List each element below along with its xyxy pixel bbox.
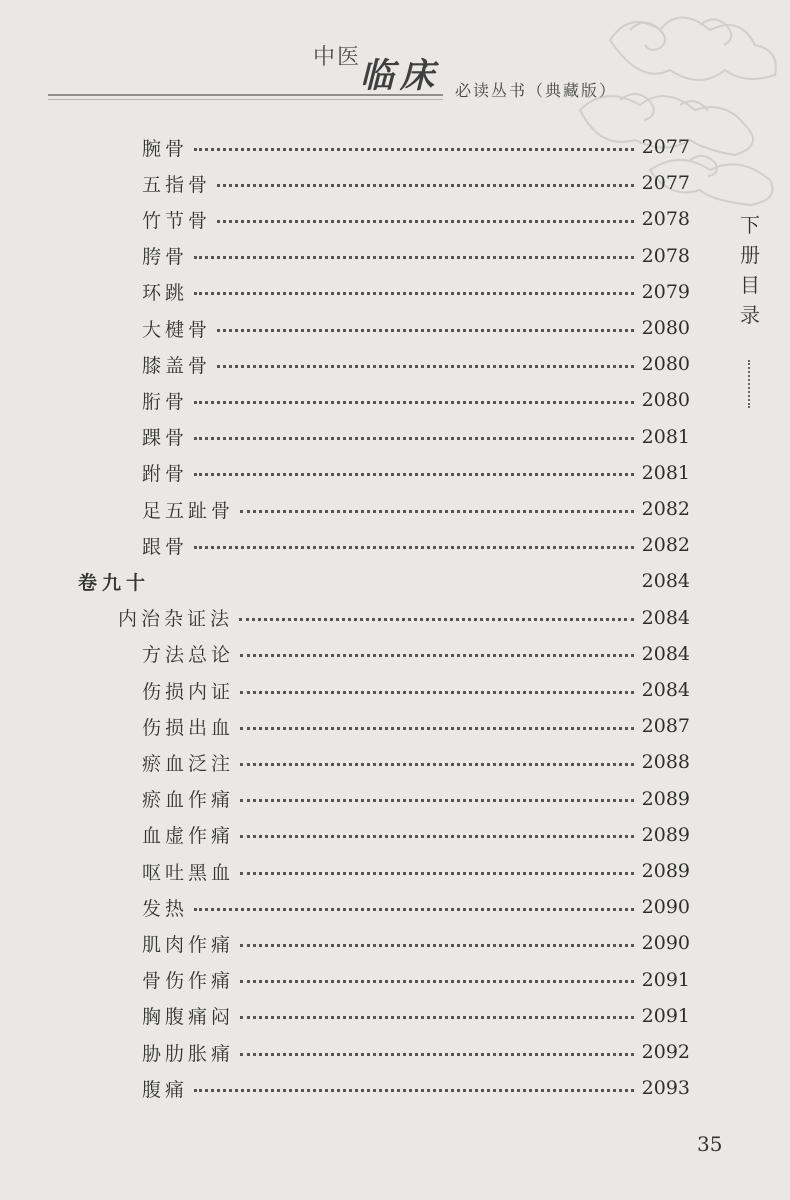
toc-entry-title: 发热: [142, 897, 189, 920]
toc-dot-leader: [194, 908, 634, 911]
toc-entry-title: 胸腹痛闷: [142, 1006, 235, 1029]
toc-entry-title: 骨伤作痛: [142, 970, 235, 993]
toc-dot-leader: [240, 691, 634, 694]
toc-entry-page: 2093: [641, 1077, 690, 1100]
toc-entry-page: 2089: [641, 823, 690, 846]
toc-entry[interactable]: [142, 925, 690, 961]
toc-entry-page: 2081: [641, 425, 690, 448]
toc-entry-title: 膝盖骨: [142, 354, 212, 377]
toc-entry-title: 伤损内证: [142, 680, 235, 703]
toc-dot-leader: [240, 944, 634, 947]
toc-entry-title: 伤损出血: [142, 716, 235, 739]
toc-entry-page: 2077: [641, 172, 690, 195]
toc-entry[interactable]: [142, 419, 690, 455]
toc-entry-page: 2089: [641, 860, 690, 882]
toc-dot-leader: [194, 473, 634, 476]
toc-entry[interactable]: [142, 636, 690, 672]
toc-entry-title: 足五趾骨: [142, 499, 235, 522]
toc-entry-title: 胯骨: [142, 246, 189, 269]
toc-entry[interactable]: [142, 238, 690, 274]
toc-entry-page: 2084: [641, 606, 690, 629]
toc-dot-leader: [194, 401, 634, 404]
side-section-label: [735, 210, 765, 330]
toc-entry-page: 2091: [641, 968, 690, 991]
toc-dot-leader: [240, 1016, 634, 1019]
toc-entry-title: 卷九十: [78, 571, 151, 594]
side-dotted-rule: [748, 360, 750, 408]
toc-entry[interactable]: [142, 310, 690, 346]
header-rule-thin: [48, 99, 443, 100]
toc-entry[interactable]: [142, 165, 690, 201]
toc-entry[interactable]: [142, 708, 690, 744]
toc-entry-page: 2084: [641, 679, 690, 701]
toc-entry[interactable]: [142, 527, 690, 563]
toc-entry-title: 腹痛: [142, 1078, 189, 1101]
toc-entry[interactable]: [142, 382, 690, 418]
toc-entry-title: 肌肉作痛: [142, 933, 235, 956]
side-label-char: 下: [740, 213, 760, 237]
toc-dot-leader: [239, 618, 634, 621]
running-header: [0, 0, 790, 110]
toc-dot-leader: [240, 799, 634, 802]
toc-entry-page: 2082: [641, 498, 690, 520]
toc-dot-leader: [240, 1053, 634, 1056]
header-series-title: 必读丛书（典藏版）: [455, 81, 618, 100]
toc-dot-leader: [240, 763, 634, 766]
toc-dot-leader: [240, 510, 634, 513]
toc-dot-leader: [217, 220, 634, 223]
toc-dot-leader: [194, 546, 634, 549]
toc-entry[interactable]: [142, 491, 690, 527]
side-label-char: 册: [740, 243, 760, 267]
toc-dot-leader: [240, 872, 634, 875]
toc-dot-leader: [240, 835, 634, 838]
toc-entry[interactable]: [142, 817, 690, 853]
toc-entry[interactable]: [142, 274, 690, 310]
toc-dot-leader: [217, 365, 634, 368]
toc-entry-title: 五指骨: [142, 173, 212, 196]
toc-entry[interactable]: [142, 744, 690, 780]
side-label-char: 录: [740, 303, 760, 327]
toc-entry[interactable]: [142, 346, 690, 382]
toc-entry[interactable]: [142, 455, 690, 491]
toc-entry-title: 跗骨: [142, 463, 189, 486]
side-label-char: 目: [740, 273, 760, 297]
toc-entry[interactable]: [142, 781, 690, 817]
toc-entry-page: 2081: [641, 461, 690, 484]
toc-entry-page: 2080: [641, 317, 690, 339]
toc-entry-title: 方法总论: [142, 644, 235, 667]
toc-dot-leader: [217, 329, 634, 332]
toc-entry-title: 踝骨: [142, 427, 189, 450]
toc-entry-page: 2088: [641, 751, 690, 774]
toc-entry[interactable]: [142, 962, 690, 998]
toc-entry[interactable]: [142, 1070, 690, 1106]
toc-entry[interactable]: [142, 998, 690, 1034]
toc-entry[interactable]: [142, 1034, 690, 1070]
toc-entry-page: 2090: [641, 896, 690, 919]
toc-entry-page: 2084: [641, 642, 690, 665]
toc-entry-title: 跟骨: [142, 535, 189, 558]
toc-entry-page: 2090: [641, 932, 690, 955]
toc-entry-title: 呕吐黑血: [142, 861, 235, 884]
toc-dot-leader: [194, 437, 634, 440]
header-brand-large: 临床: [360, 56, 440, 96]
toc-entry-title: 腕骨: [142, 137, 189, 160]
toc-entry-page: 2089: [641, 787, 690, 810]
toc-entry-page: 2087: [641, 715, 690, 738]
toc-entry-title: 血虚作痛: [142, 825, 235, 848]
toc-entry[interactable]: [142, 672, 690, 708]
toc-entry-page: 2080: [641, 353, 690, 376]
toc-dot-leader: [240, 654, 634, 657]
toc-entry-page: 2091: [641, 1004, 690, 1027]
toc-entry-page: 2078: [641, 244, 690, 267]
toc-entry-title: 竹节骨: [142, 209, 212, 232]
toc-entry-title: 大楗骨: [142, 318, 212, 341]
header-brand-small: 中医: [313, 45, 362, 70]
toc-entry-page: 2080: [641, 389, 690, 412]
toc-entry-page: 2084: [641, 570, 690, 593]
toc-dot-leader: [217, 184, 634, 187]
toc-entry-page: 2077: [641, 136, 690, 158]
toc-entry-page: 2082: [641, 534, 690, 557]
toc-dot-leader: [240, 980, 634, 983]
header-rule: [48, 94, 443, 96]
toc-entry[interactable]: [142, 129, 690, 165]
toc-entry-title: 内治杂证法: [118, 608, 234, 631]
toc-entry-title: 瘀血作痛: [142, 789, 235, 812]
toc-dot-leader: [194, 292, 634, 295]
toc-entry-page: 2078: [641, 208, 690, 231]
toc-dot-leader: [194, 148, 634, 151]
toc-entry-title: 瘀血泛注: [142, 752, 235, 775]
toc-entry-title: 胻骨: [142, 390, 189, 413]
toc-entry[interactable]: [142, 889, 690, 925]
toc-dot-leader: [194, 1089, 634, 1092]
toc-entry-title: 胁肋胀痛: [142, 1042, 235, 1065]
toc-entry[interactable]: [142, 201, 690, 237]
toc-entry-page: 2092: [641, 1041, 690, 1063]
toc-entry[interactable]: [142, 853, 690, 889]
page-number: 35: [697, 1132, 723, 1156]
toc-dot-leader: [194, 256, 634, 259]
toc-dot-leader: [240, 727, 634, 730]
toc-entry[interactable]: [78, 563, 690, 599]
toc-entry[interactable]: [118, 600, 690, 636]
toc-entry-title: 环跳: [142, 282, 189, 305]
toc-entry-page: 2079: [641, 280, 690, 303]
